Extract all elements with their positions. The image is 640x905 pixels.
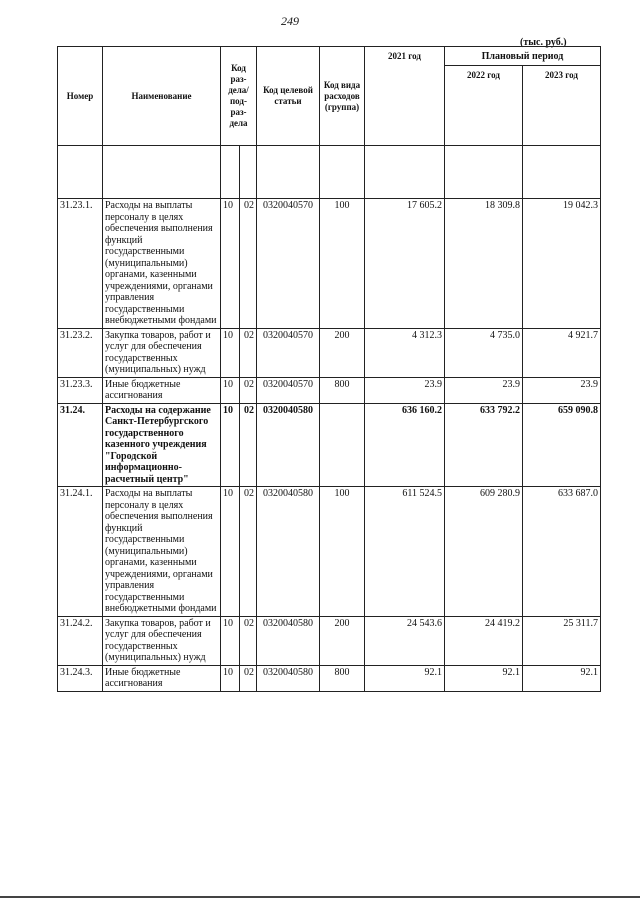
- row-value-2021: 17 605.2: [365, 199, 445, 329]
- row-expense-type: 800: [320, 665, 365, 691]
- row-name: Расходы на выплаты персоналу в целях обеспечения выполнения функций государственными (муниципальными) органами, казенными учреждениями, органами управления государственными внебюджетными фондами: [103, 199, 221, 329]
- row-section: 10: [221, 665, 240, 691]
- row-number: 31.24.1.: [58, 487, 103, 617]
- row-subsection: 02: [240, 665, 257, 691]
- header-section-code: Код раз- дела/ под- раз- дела: [221, 47, 257, 146]
- budget-table: [57, 46, 601, 692]
- row-name: Расходы на выплаты персоналу в целях обеспечения выполнения функций государственными (муниципальными) органами, казенными учреждениями, органами управления государственными внебюджетными фондами: [103, 487, 221, 617]
- row-name: Закупка товаров, работ и услуг для обеспечения государственных (муниципальных) нужд: [103, 328, 221, 377]
- row-subsection: 02: [240, 403, 257, 487]
- table-row: [58, 616, 601, 665]
- table-row: [58, 377, 601, 403]
- row-number: 31.24.2.: [58, 616, 103, 665]
- row-value-2023: 92.1: [523, 665, 601, 691]
- header-expense-code: Код вида расходов (группа): [320, 47, 365, 146]
- table-row: [58, 199, 601, 329]
- header-number: Номер: [58, 47, 103, 146]
- row-value-2022: 92.1: [445, 665, 523, 691]
- header-spacer: [58, 146, 601, 199]
- row-name: Иные бюджетные ассигнования: [103, 665, 221, 691]
- page-number: 249: [281, 14, 299, 28]
- row-value-2023: 659 090.8: [523, 403, 601, 487]
- row-target-code: 0320040570: [257, 377, 320, 403]
- row-number: 31.24.3.: [58, 665, 103, 691]
- row-section: 10: [221, 199, 240, 329]
- row-expense-type: 100: [320, 487, 365, 617]
- row-number: 31.23.1.: [58, 199, 103, 329]
- row-subsection: 02: [240, 377, 257, 403]
- row-expense-type: [320, 403, 365, 487]
- table-row: [58, 403, 601, 487]
- row-number: 31.23.3.: [58, 377, 103, 403]
- row-value-2023: 4 921.7: [523, 328, 601, 377]
- units-label: (тыс. руб.): [520, 37, 567, 48]
- table-row: [58, 487, 601, 617]
- row-value-2021: 23.9: [365, 377, 445, 403]
- row-number: 31.24.: [58, 403, 103, 487]
- row-value-2022: 23.9: [445, 377, 523, 403]
- row-value-2021: 4 312.3: [365, 328, 445, 377]
- header-2021: 2021 год: [365, 47, 445, 146]
- row-expense-type: 100: [320, 199, 365, 329]
- row-section: 10: [221, 377, 240, 403]
- table-row: [58, 665, 601, 691]
- row-value-2021: 92.1: [365, 665, 445, 691]
- row-section: 10: [221, 616, 240, 665]
- row-value-2021: 24 543.6: [365, 616, 445, 665]
- row-value-2021: 636 160.2: [365, 403, 445, 487]
- row-section: 10: [221, 487, 240, 617]
- row-value-2023: 23.9: [523, 377, 601, 403]
- row-target-code: 0320040570: [257, 199, 320, 329]
- table-row: [58, 328, 601, 377]
- row-target-code: 0320040580: [257, 665, 320, 691]
- row-value-2023: 633 687.0: [523, 487, 601, 617]
- header-target-code: Код целевой статьи: [257, 47, 320, 146]
- row-value-2023: 19 042.3: [523, 199, 601, 329]
- header-name: Наименование: [103, 47, 221, 146]
- row-subsection: 02: [240, 199, 257, 329]
- row-number: 31.23.2.: [58, 328, 103, 377]
- row-value-2021: 611 524.5: [365, 487, 445, 617]
- row-value-2022: 633 792.2: [445, 403, 523, 487]
- row-target-code: 0320040580: [257, 403, 320, 487]
- row-subsection: 02: [240, 616, 257, 665]
- row-target-code: 0320040580: [257, 487, 320, 617]
- row-expense-type: 800: [320, 377, 365, 403]
- row-name: Закупка товаров, работ и услуг для обеспечения государственных (муниципальных) нужд: [103, 616, 221, 665]
- row-value-2022: 4 735.0: [445, 328, 523, 377]
- page-bottom-rule: [0, 896, 640, 898]
- row-subsection: 02: [240, 328, 257, 377]
- row-name: Иные бюджетные ассигнования: [103, 377, 221, 403]
- row-section: 10: [221, 328, 240, 377]
- header-2023: 2023 год: [523, 66, 601, 146]
- row-value-2022: 24 419.2: [445, 616, 523, 665]
- row-value-2023: 25 311.7: [523, 616, 601, 665]
- header-planned-period: Плановый период: [445, 47, 601, 66]
- row-expense-type: 200: [320, 616, 365, 665]
- row-expense-type: 200: [320, 328, 365, 377]
- row-name: Расходы на содержание Санкт-Петербургского государственного казенного учреждения "Городской информационно-расчетный центр": [103, 403, 221, 487]
- row-section: 10: [221, 403, 240, 487]
- row-value-2022: 609 280.9: [445, 487, 523, 617]
- row-value-2022: 18 309.8: [445, 199, 523, 329]
- row-subsection: 02: [240, 487, 257, 617]
- row-target-code: 0320040580: [257, 616, 320, 665]
- row-target-code: 0320040570: [257, 328, 320, 377]
- header-2022: 2022 год: [445, 66, 523, 146]
